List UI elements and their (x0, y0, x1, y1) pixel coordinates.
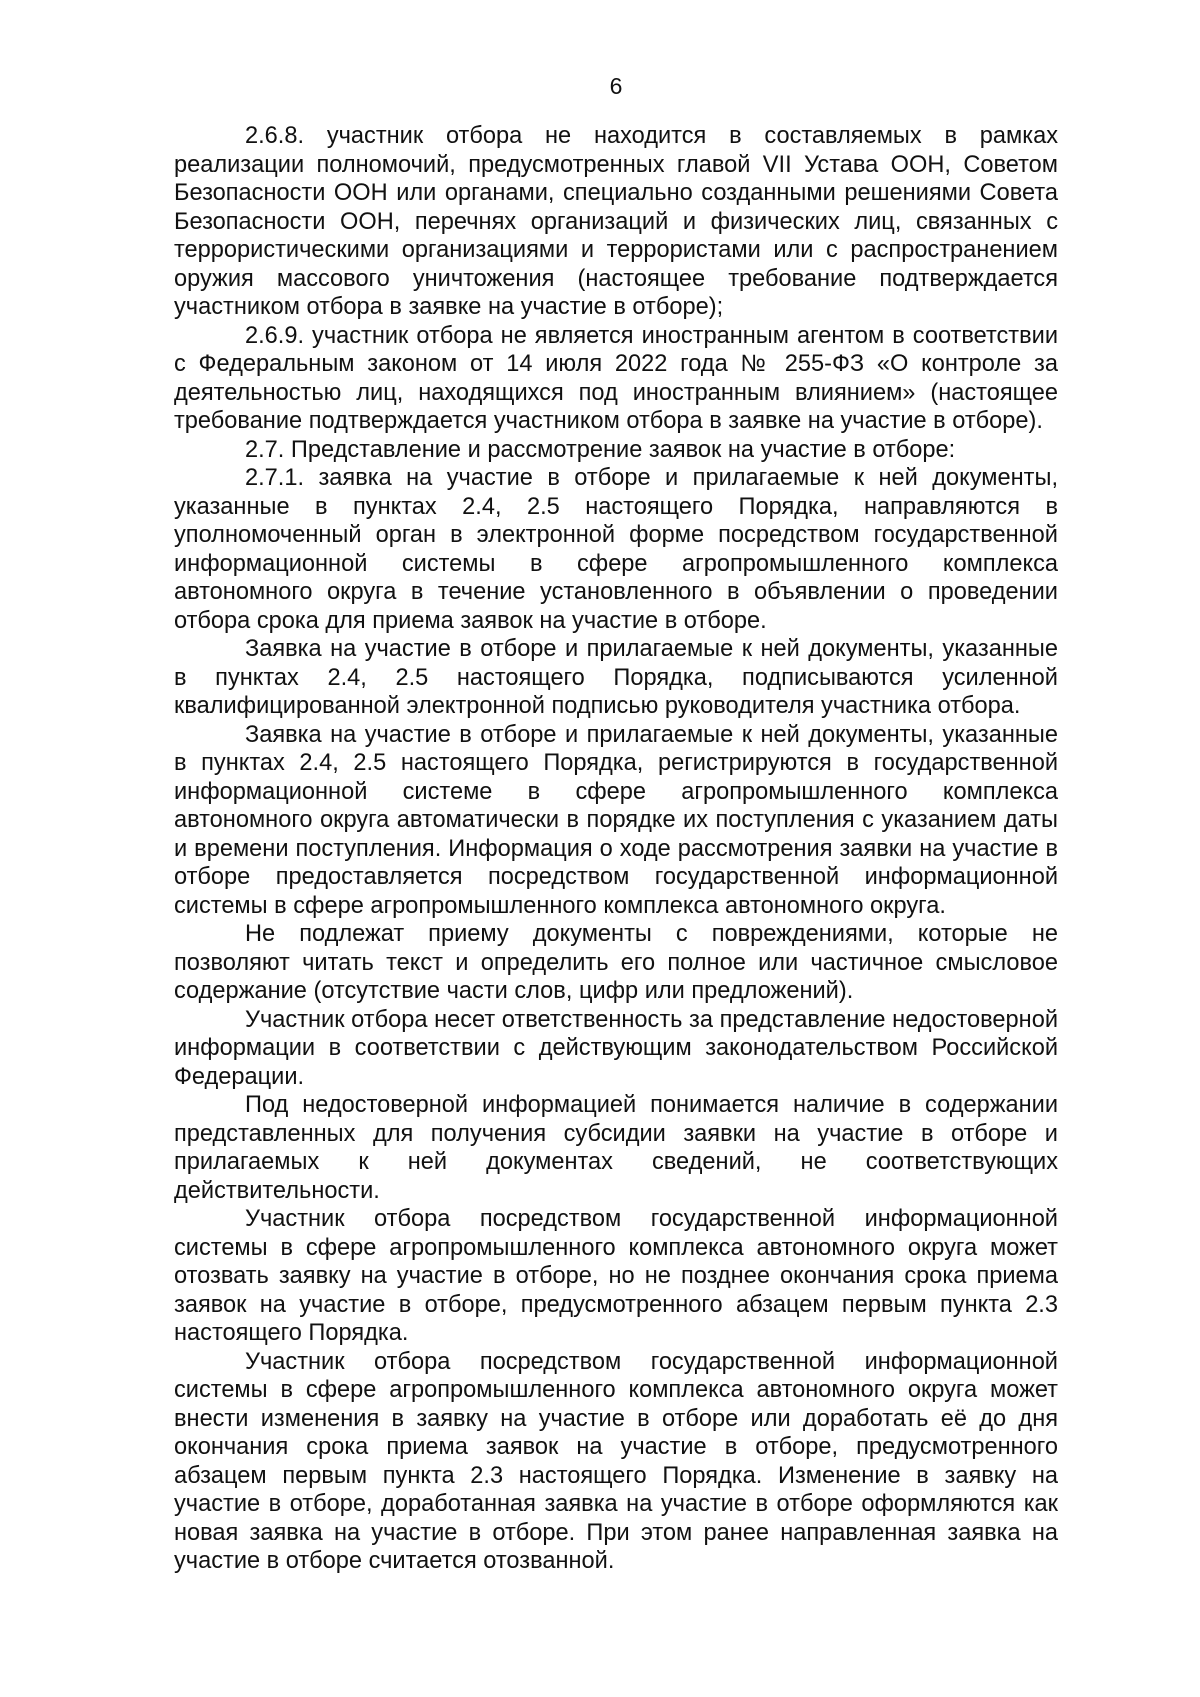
paragraph-2-6-9: 2.6.9. участник отбора не является иностранным агентом в соответствии с Федеральным законом от 14 июля 2022 года № 255-ФЗ «О контроле за деятельностью лиц, находящихся под иностранным влиянием» (настоящее требование подтверждается участником отбора в заявке на участие в отборе). (174, 322, 1058, 434)
paragraph-2-6-8: 2.6.8. участник отбора не находится в составляемых в рамках реализации полномочий, предусмотренных главой VII Устава ООН, Советом Безопасности ООН или органами, специально созданными решениями Совета Безопасности ООН, перечнях организаций и физических лиц, связанных с террористическими организациями и террористами или с распространением оружия массового уничтожения (настоящее требование подтверждается участником отбора в заявке на участие в отборе); (174, 123, 1058, 320)
paragraph-damaged-documents: Не подлежат приему документы с повреждениями, которые не позволяют читать текст и определить его полное или частичное смысловое содержание (отсутствие части слов, цифр или предложений). (174, 921, 1058, 1004)
paragraph-2-7-1: 2.7.1. заявка на участие в отборе и прилагаемые к ней документы, указанные в пунктах 2.4, 2.5 настоящего Порядка, направляются в уполномоченный орган в электронной форме посредством государственной информационной системы в сфере агропромышленного комплекса автономного округа в течение установленного в объявлении о проведении отбора срока для приема заявок на участие в отборе. (174, 465, 1058, 634)
paragraph-signature: Заявка на участие в отборе и прилагаемые к ней документы, указанные в пунктах 2.4, 2.5 настоящего Порядка, подписываются усиленной квалифицированной электронной подписью руководителя участника отбора. (174, 636, 1058, 719)
paragraph-false-information: Под недостоверной информацией понимается наличие в содержании представленных для получения субсидии заявки на участие в отборе и прилагаемых к ней документах сведений, не соответствующих действительности. (174, 1092, 1058, 1204)
paragraph-2-7: 2.7. Представление и рассмотрение заявок на участие в отборе: (245, 436, 956, 463)
paragraph-withdrawal: Участник отбора посредством государственной информационной системы в сфере агропромышленного комплекса автономного округа может отозвать заявку на участие в отборе, но не позднее окончания срока приема заявок на участие в отборе, предусмотренного абзацем первым пункта 2.3 настоящего Порядка. (174, 1206, 1058, 1346)
paragraph-registration: Заявка на участие в отборе и прилагаемые к ней документы, указанные в пунктах 2.4, 2.5 настоящего Порядка, регистрируются в государственной информационной системе в сфере агропромышленного комплекса автономного округа автоматически в порядке их поступления с указанием даты и времени поступления. Информация о ходе рассмотрения заявки на участие в отборе предоставляется посредством государственной информационной системы в сфере агропромышленного комплекса автономного округа. (174, 721, 1058, 919)
paragraph-amendment: Участник отбора посредством государственной информационной системы в сфере агропромышленного комплекса автономного округа может внести изменения в заявку на участие в отборе или доработать её до дня окончания срока приема заявок на участие в отборе, предусмотренного абзацем первым пункта 2.3 настоящего Порядка. Изменение в заявку на участие в отборе, доработанная заявка на участие в отборе оформляются как новая заявка на участие в отборе. При этом ранее направленная заявка на участие в отборе считается отозванной. (174, 1348, 1058, 1574)
page-number: 6 (609, 73, 623, 99)
paragraph-responsibility: Участник отбора несет ответственность за представление недостоверной информации в соответствии с действующим законодательством Российской Федерации. (174, 1006, 1058, 1090)
